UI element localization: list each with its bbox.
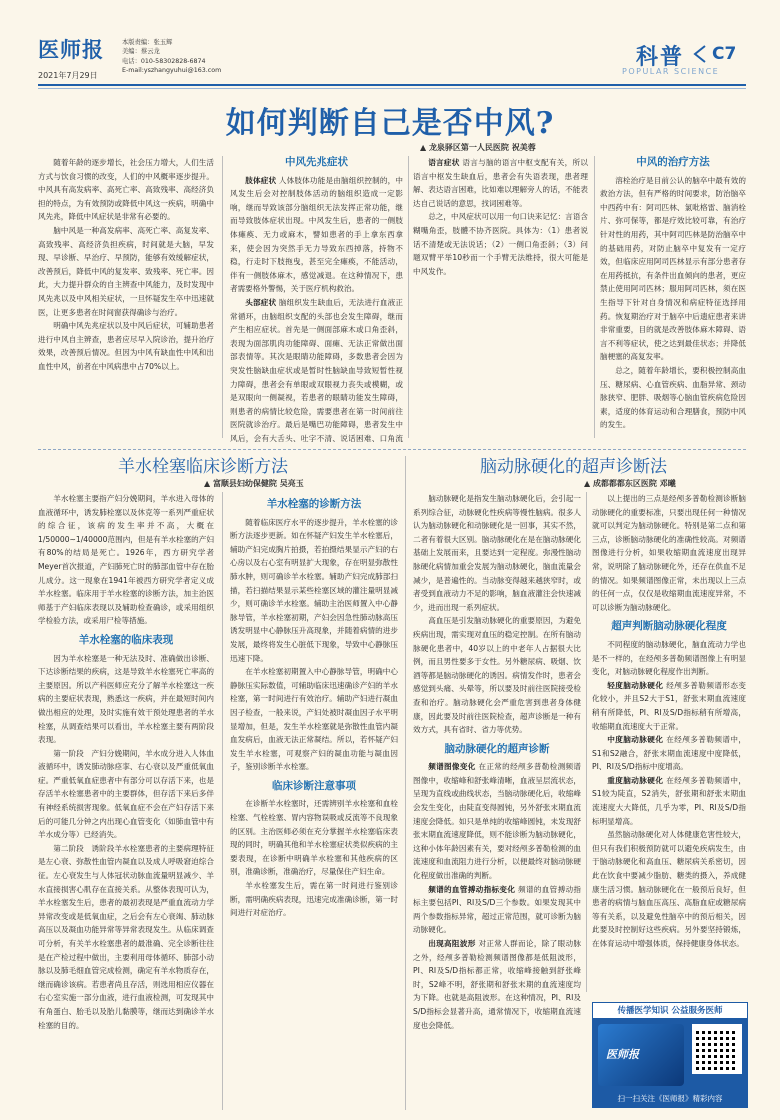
paragraph: 总之，随着年龄增长，要积极控制高血压、糖尿病、心血管疾病、血脂异常、颈动脉狭窄、肥胖、吸烟等心脑血管疾病危险因素，适度的体育运动和合理膳食，预防中风的发生。	[600, 365, 746, 430]
page-number: C7	[712, 44, 737, 64]
article2-col2	[230, 492, 398, 1112]
section-name-en: POPULAR SCIENCE	[622, 67, 720, 76]
paragraph-text: 在经颅多普勒频谱中，S1和S2融合，舒张末期血流速度中度降低，PI、RI及S/D指标中度增高。	[592, 735, 746, 772]
paragraph	[413, 760, 581, 882]
paragraph: 以上提出的三点是经颅多普勒检测诊断脑动脉硬化的重要标准，只要出现任何一种情况就可以判定为脑动脉硬化。特别是第二点和第三点，诊断脑动脉硬化的准确性较高。对频谱图像进行分析，如果收缩期血流速度出现异常，说明除了脑动脉硬化外，还存在供血不足的情况。如果频谱图像正常，未出现以上三点的任何一点，仅仅是收缩期血流速度异常，不可以诊断为脑动脉硬化。	[592, 494, 746, 612]
paragraph: 随着临床医疗水平的逐步提升，羊水栓塞的诊断方法逐步更新。如在怀疑产妇发生羊水栓塞后，辅助产妇完成胸片拍摄，若拍摄结果显示产妇的右心房以及右心室有明显扩大现象，存在明显弥散性肺水肿，则可确诊羊水栓塞。辅助产妇完成肺部扫描，若扫描结果显示某些栓塞区域的灌注量明显减少，则可确诊羊水栓塞。辅助主治医师置入中心静脉导管，羊水栓塞初期，产妇会因急性肺动脉高压诱发明显中心静脉压升高现象，并随着病情的进步发展，最终将发生心脏低下现象，导致中心静脉压迅速下降。	[230, 517, 398, 663]
email-line: E-mail:yszhangyuhui@163.com	[122, 67, 222, 75]
promo-ad-slogan: 传播医学知识 公益服务医师	[592, 1002, 748, 1019]
phone-line: 电话：010-58302828-6874	[122, 57, 206, 65]
paragraph: 总之，中风症状可以用一句口诀来记忆：言语含糊嘴角歪，肢體不协齐医院。具体为：（1）患者说话不清楚或无法说话；（2）一侧口角歪斜；（3）问题双臂平举10秒而一个手臂无法维持，很大可能是中风发作。	[413, 212, 588, 276]
paragraph-text: 语言与脑的语言中枢支配有关，所以语言中枢发生缺血后，患者会有失语表现，患者理解、表达语言困难，比如难以理解旁人的话，不能表达自己说话的意思，找词困难等。	[413, 158, 588, 208]
article1-col2	[230, 150, 403, 446]
paragraph	[413, 883, 581, 937]
paragraph: 羊水栓塞发生后，需在第一时间进行鉴别诊断，需明确疾病表现，迅速完成准确诊断，第一时间进行对症治疗。	[230, 881, 398, 918]
article2-byline: ▲ 富顺县妇幼保健院 吴亮玉	[204, 479, 304, 488]
paragraph: 在诊断羊水栓塞时，还需辨别羊水栓塞和血栓栓塞、气栓栓塞、胃内容物误吸或反流等不良现象的区别。主治医师必须在充分掌握羊水栓塞临床表现的同时，明确其他和羊水栓塞症状类似疾病的主要表现，在诊断中明确羊水栓塞和其他疾病的区别，准确诊断，准确治疗，尽量保住产妇生命。	[230, 799, 398, 877]
article3-col2	[592, 492, 746, 996]
article3-subhead-ultrasound: 脑动脉硬化的超声诊断	[444, 742, 550, 755]
article2-title: 羊水栓塞临床诊断方法	[118, 457, 288, 477]
lead-term: 肢体症状	[245, 175, 277, 185]
paragraph-text: 对正常人群而论，除了眼动脉之外，经颅多普勒检测频谱图像都是低阻波形，PI、RI及S/D指标都正常，收缩峰接触到舒张峰时，S2峰不明，舒张期和舒张末期的血流速度均为下降。也就是高阻波形。在这种情况，PI、RI及S/D指标会显著升高，通常情况下，收缩期血流速度也会降低。	[413, 939, 581, 1030]
article1-title: 如何判断自己是否中风?	[225, 106, 555, 141]
paragraph-text: 在正常的经颅多普勒检测频谱图像中，收缩峰和舒张峰清晰，血液呈层流状态，呈现为直线或曲线状态，当脑动脉硬化后，收缩峰会发生变化，由陡直变得圆钝，另外舒张末期血流速度会降低。如只是单纯的收缩峰圆钝，未发现舒张末期血流速度降低，则不能诊断为脑动脉硬化，这种小体年龄因素有关，要对经颅多普勒检测的血流速度和血流阻力进行分析，以便最终对脑动脉硬化程度做出准确的判断。	[413, 762, 581, 881]
paragraph: 虽然脑动脉硬化对人体健康危害性较大，但只有我们积极预防就可以避免疾病发生，由于脑动脉硬化和高血压、糖尿病关系密切，因此在饮食中要减少脂肪、糖类的摄入，养成健康生活习惯。脑动脉硬化在一般预后良好，但患者的病情与脑血压高压、高脂血症或糖尿病等有关系，以及避免性脑卒中的预后相关，因此要及时控制好这些疾病。另外要坚持锻炼，在体育运动中增强体质，保持健康身体状态。	[592, 830, 746, 948]
paragraph: 羊水栓塞主要指产妇分娩期间，羊水进入母体的血液循环中，诱发肺栓塞以及休克等一系列严重症状的综合征，该病的发生率并不高，大概在1/50000~1/40000范围内，但是有羊水栓塞的产妇有80%的结局是死亡。1926年，西方研究学者Meyer首次报道，产妇肺死亡时的肺部血管中存在胎儿成分。这一现象在1941年被西方研究学者定义成羊水栓塞。临床用于羊水栓塞的诊断方法，加主治医师基于产妇临床表现以及辅助检查确诊，或采用组织学检验方法，或采用尸检等措施。	[38, 494, 214, 626]
paragraph: 第二阶段 诱阶段羊水栓塞患者的主要病理特征是左心衰、弥散性血管内凝血以及成人呼吸窘迫综合征。左心衰发生与人体冠状动脉血流量明显减少、羊水直接损害心肌存在直接关系。从整体表现可认为，羊水栓塞发生后，患者的最初表现是严重血流动力学异常改变或是低氧血症，之后会有左心衰竭、肺动脉高压以及凝血功能异常等异常表现发生。从临床调查可分析，有关羊水栓塞患者的最准确、完全诊断往往是在产检过程中做出，主要利用母体循环、肺部小动脉以及肺毛细血管完成检测，确定有羊水物质存在，继而确诊该病。若患者尚且存活，则选用相应仪器在右心室实施一部分血液，进行血液检测，可发现其中有角蛋白、胎毛以及胎儿黏膜等，继而达到确诊羊水栓塞的目的。	[38, 843, 214, 1030]
article3-col1	[413, 492, 581, 1112]
paragraph	[230, 296, 403, 446]
article2-subhead-notes: 临床诊断注意事项	[272, 779, 356, 792]
editor-line: 本版责编：张玉辉	[122, 39, 173, 46]
paragraph: 第一阶段 产妇分娩期间，羊水成分进入人体血液循环中，诱发肺动脉痉挛、右心衰以及严重低氧血症。严重低氧血症患者中有部分可以存活下来，也是存活羊水栓塞患者中的主要群体，但存活下来后多伴有神经系统损害现象。低氧血症不会在产妇存活下来后的可能几分钟之内出现心血管变化（如肺血管中有羊水成分等）已经消失。	[38, 748, 214, 840]
paragraph	[413, 156, 588, 210]
article-divider	[405, 456, 406, 1110]
paragraph	[592, 679, 746, 733]
article3-subhead-degree: 超声判断脑动脉硬化程度	[611, 620, 727, 633]
article2-col1	[38, 492, 214, 1112]
article2-subhead-clinical: 羊水栓塞的临床表现	[78, 633, 174, 646]
qr-code-icon[interactable]	[692, 1024, 742, 1074]
lead-term: 轻度脑动脉硬化	[607, 680, 664, 690]
paragraph-text: 脑组织发生缺血后，无法进行血液正常循环，由脑组织支配的头部也会发生障碍，继而产生相应症状。首先是一侧面部麻木或口角歪斜，表现为面部肌肉功能障碍、面瘫、无法正常做出面部表情等。其次是眼睛功能障碍，多数患者会因为突发性脑缺血症状或是暂时性脑缺血导致短暂性视力障碍，患者会有单眼或双眼视力丧失或模糊，或是双眼向一侧凝视，若患者的眼睛功能发生障碍，则患者的病情比较危险，需要患者在第一时间前往医院就诊治疗。最后是嘴巴功能障碍，患者发生中风后，会有大舌头、吐字不清、说话困难、口角流	[230, 297, 403, 443]
newspaper-logo: 医师报	[38, 37, 104, 62]
column-divider	[222, 156, 223, 438]
paragraph-text: 经颅多普勒频谱形态变化较小，并且S2大于S1，舒张末期血流速度稍有所降低，PI、RI及S/D指标稍有所增高，收缩期血流速度大于正常。	[592, 680, 746, 731]
lead-term: 中度脑动脉硬化	[607, 735, 664, 745]
paragraph: 脑中风是一种高发病率、高死亡率、高复发率、高致残率、高经济负担疾病，时间就是大脑，早发现、早诊断、早治疗、早预防，能够有效缓解症状，改善预后，降低中风的复发率、致残率、死亡率。因此，大力提升群众的自主辨查中风能力，及时发现中风先兆以及中风相关症状，一旦怀疑发生卒中迅速就医，让更多患者在时间窗获得确诊与治疗。	[38, 225, 214, 317]
paragraph: 高血压是引发脑动脉硬化的重要原因，为避免疾病出现，需实现对血压的稳定控制。在所有脑动脉硬化患者中，40岁以上的中老年人占据很大比例，而且男性要多于女性。另外糖尿病、吸烟、饮酒等都是脑动脉硬化的诱因。病情发作时，患者会感觉到头痛、头晕等，所以要及时前往医院接受检查和治疗。脑动脉硬化会严重危害到患者身体健康，因此要及时前往医院检查，超声诊断是一种有效方式，具有省时、省力等优势。	[413, 616, 581, 735]
column-divider	[408, 156, 409, 438]
lead-term: 语言症状	[428, 158, 460, 167]
chevron-left-icon	[692, 44, 708, 64]
column-divider	[586, 492, 587, 992]
paragraph-text: 频谱的血管搏动指标主要包括PI、RI及S/D三个参数。如果发现其中两个参数指标异常，超过正常范围，就可诊断为脑动脉硬化。	[413, 884, 581, 935]
art-editor-line: 美编：蔡云龙	[122, 48, 160, 56]
article1-subhead-treatment: 中风的治疗方法	[636, 156, 710, 168]
lead-term: 重度脑动脉硬化	[607, 775, 664, 785]
article1-col3	[413, 156, 588, 446]
issue-date: 2021年7月29日	[38, 71, 98, 80]
paragraph: 在羊水栓塞初期置入中心静脉导管，明确中心静脉压实际数值，可辅助临床迅速确诊产妇的羊水栓塞，第一时间进行有效治疗。辅助产妇进行凝血因子检查，一般来说，产妇处被时凝血因子水平明显增加，但是，发生羊水栓塞就是弥散性血管内凝血发病后，血液无法正常凝结。所以，若怀疑产妇发生羊水栓塞，可观察产妇的凝血功能与凝血因子，鉴别诊断羊水栓塞。	[230, 667, 398, 772]
section-divider	[38, 449, 746, 450]
column-divider	[222, 492, 223, 1110]
paragraph: 明确中风先兆症状以及中风后症状，可辅助患者进行中风自主辨查，患者应尽早入院诊治，提升治疗效果，改善预后情况。但因为中风有缺血性中风和出血性中风，前者在中风病患中占70%以上。	[38, 321, 214, 371]
lead-term: 频谱的血管搏动指标变化	[428, 884, 516, 894]
lead-term: 出现高阻波形	[428, 939, 476, 948]
paragraph: 溶栓治疗是目前公认的脑卒中最有效的救治方法，但有严格的时间要求，防治脑卒中西药中有：阿司匹林、氯吡格雷、脑消栓片、弥可保等，都是疗效比较可靠，有治疗针对性的用药，其中阿司匹林是防治脑卒中的基础用药，对防止脑卒中复发有一定疗效，但临床应用阿司匹林显示有部分患者存在用药抵抗，有条件出血倾向的患者，更应禁止使用阿司匹林；服用阿司匹林，须在医生指导下针对自身情况和病症特征选择用药。恢复期治疗对于脑卒中后遗症患者来讲非常重要，目的就是改善肢体麻木障碍、语言不利等症状，使之达到最佳状态；并降低脑梗塞的高复发率。	[600, 175, 746, 362]
article3-title: 脑动脉硬化的超声诊断法	[480, 457, 667, 477]
article2-subhead-methods: 羊水栓塞的诊断方法	[266, 498, 362, 510]
column-divider	[594, 156, 595, 438]
lead-term: 频谱图像变化	[428, 762, 476, 772]
promo-ad-caption: 扫一扫关注《医师报》精彩内容	[617, 1094, 723, 1103]
paragraph-text: 在经颅多普勒频谱中，S1较为陡直，S2消失，舒张期和舒张末期血流速度大大降低，几乎为零，PI、RI及S/D指标明显增高。	[592, 775, 746, 826]
paragraph: 因为羊水栓塞是一种无法及时、准确做出诊断、下达诊断结果的疾病，这是导致羊水栓塞死亡率高的主要原因。所以产科医师应充分了解羊水栓塞这一疾病的主要症状表现，熟悉这一疾病，并在最短时间内做出相应的处理，及时实施有效干预处理患者的羊水栓塞，从调查结果可以看出，羊水栓塞主要有两阶段表现。	[38, 653, 214, 745]
article1-col4	[600, 150, 746, 446]
paragraph	[413, 937, 581, 1032]
paragraph-text: 人体肢体功能是由脑组织控制的，中风发生后会对控制肢体活动的脑组织造成一定影响，继而导致该部分脑组织无法发挥正常功能，继而导致肢体症状出现。中风发生后，患者的一侧肢体瘫痪、无力或麻木，譬如患者的手上拿东西拿来，使会因为突然手无力导致东西掉落，持物不稳，行走时下肢拖曳，甚至完全瘫痪，不能活动，伴有一侧肢体麻木，感觉减退。在这种情况下，患者需要格外警惕，关于医疗机构救治。	[230, 175, 403, 294]
article3-byline: ▲ 成都都都东区医院 邓曦	[584, 479, 676, 488]
article1-col1	[38, 156, 214, 446]
paragraph: 随着年龄的逐步增长，社会压力增大，人们生活方式与饮食习惯的改变，人们的中风概率逐步提升。中风具有高发病率、高死亡率、高致残率、高经济负担的特点，为有效预防或降低中风这一疾病，明确中风先兆，降低中风症状是非常有必要的。	[38, 158, 214, 222]
masthead-rule-thin	[38, 88, 746, 89]
section-name: 科普	[636, 45, 685, 70]
paragraph	[592, 774, 746, 828]
promo-ad-graphic	[598, 1024, 684, 1086]
paragraph	[592, 733, 746, 774]
lead-term: 头部症状	[245, 297, 277, 307]
paragraph	[230, 174, 403, 296]
editor-info	[122, 38, 221, 76]
promo-ad	[592, 1002, 748, 1108]
masthead-rule	[38, 84, 746, 86]
article1-byline: ▲ 龙泉驿区第一人民医院 祝美蓉	[420, 143, 536, 152]
paragraph: 不同程度的脑动脉硬化，脑血流动力学也是不一样的，在经颅多普勒频谱图像上有明显变化，对脑动脉硬化程度作出判断。	[592, 639, 746, 677]
paragraph: 脑动脉硬化是指发生脑动脉硬化后，会引起一系列综合征，动脉硬化性疾病等慢性脑病。很多人认为脑动脉硬化和动脉硬化是一回事，其实不然，二者有着很大区别。脑动脉硬化在是在脑动脉硬化基础上发展而来，且要达到一定程度。弥漫性脑动脉硬化病情加重会发展为脑动脉硬化，脑血流量会减少，是普遍性的。当动脉变得越来越狭窄时，或者受到血液动力不足的影响，脑血液灌注会快速减少，进而出现一系列症状。	[413, 494, 581, 612]
masthead	[0, 0, 780, 84]
article1-subhead-signs: 中风先兆症状	[285, 156, 348, 168]
promo-ad-graphic-text: 医师报	[606, 1048, 639, 1061]
